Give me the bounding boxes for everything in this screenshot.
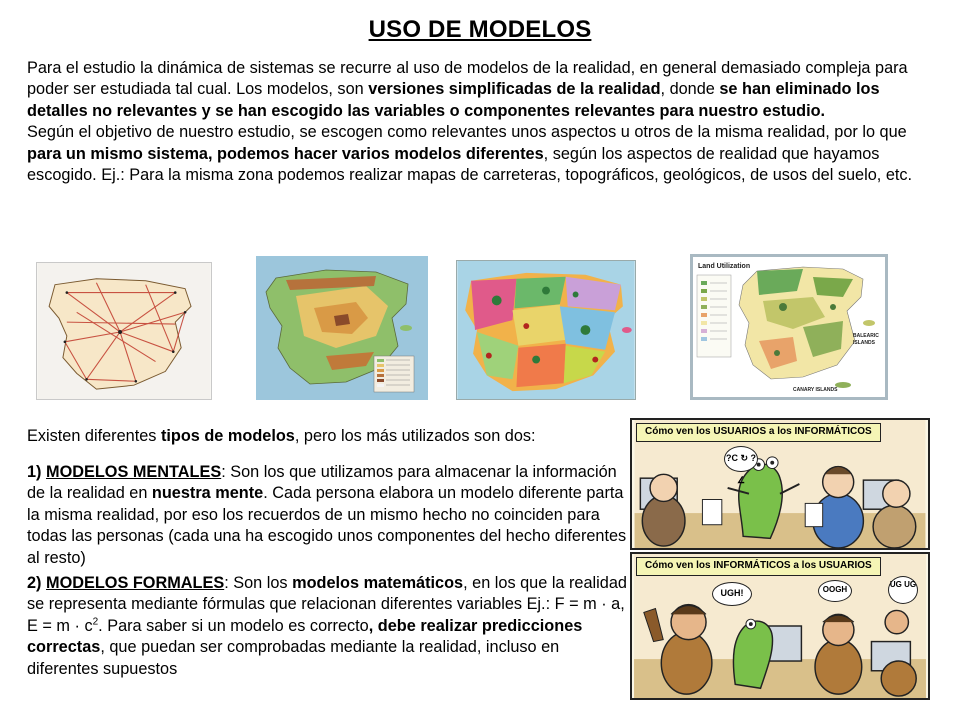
text-run: para un mismo sistema, podemos hacer varios modelos diferentes [27,144,544,163]
text-run: . Para saber si un modelo es correcto [98,616,369,635]
users-see-programmers-comic [630,418,930,550]
text-run: , que puedan ser comprobadas mediante la realidad, incluso en diferentes supuestos [27,638,560,678]
text-run: se han eliminado los detalles no relevantes y se han escogido las variables o componentes relevantes para nuestro estudio. [27,80,880,120]
text-run: 2 [92,616,99,628]
road-map-image [36,262,212,400]
text-run: . Cada persona elabora un modelo diferente parta la misma realidad, por eso los recuerdos de un mismo hecho no coinciden para todas las personas (cada una ha escogido unos componentes del hecho diferentes al resto) [27,484,627,567]
bottom-comic-caption: Cómo ven los INFORMÁTICOS a los USUARIOS [636,557,881,576]
canary-islands-label: CANARY ISLANDS [793,387,838,393]
model-types-intro [27,426,627,448]
text-run: , pero los más utilizados son dos: [294,427,536,445]
formal-models-text [27,573,627,681]
land-use-map-image [690,254,888,400]
speech-bubble-ug: UG UG [888,576,918,604]
text-run: Según el objetivo de nuestro estudio, se escogen como relevantes unos aspectos u otros de la misma realidad, por lo que [27,123,907,142]
land-use-map-title: Land Utilization [698,263,751,270]
text-run: tipos de modelos [160,427,295,445]
intro-text [27,58,937,186]
text-run: modelos matemáticos [292,573,464,592]
page-title: USO DE MODELOS [368,16,592,43]
text-run: 1) [27,462,47,481]
text-run: MODELOS MENTALES [46,462,222,481]
speech-bubble-top: ?C ↻ ?∠ [724,446,758,472]
text-run: , en los que la realidad se representa mediante fórmulas que relacionan diferentes variables Ej.: F = m · a, E = m · c [27,573,627,635]
model-types-section [27,426,627,684]
text-run: Existen diferentes [27,427,161,445]
text-run: , debe realizar predicciones correctas [27,616,583,657]
text-run: nuestra mente [151,484,264,503]
programmers-see-users-comic [630,552,930,700]
text-run: , según los aspectos de realidad que hayamos escogido. Ej.: Para la misma zona podemos realizar mapas de carreteras, topográficos, geológicos, de usos del suelo, etc. [27,144,913,185]
speech-bubble-oogh: OOGH [818,580,852,602]
geological-map-image [456,260,636,400]
text-run: Para el estudio la dinámica de sistemas se recurre al uso de modelos de la realidad, en general demasiado compleja para poder ser estudiada tal cual. Los modelos, son [27,59,908,99]
balearic-islands-label: BALEARIC ISLANDS [853,333,879,346]
text-run: MODELOS FORMALES [46,573,225,592]
top-comic-caption: Cómo ven los USUARIOS a los INFORMÁTICOS [636,423,881,442]
text-run: : Son los que utilizamos para almacenar la información de la realidad en [27,462,617,503]
text-run: : Son los [224,573,293,592]
text-run: versiones simplificadas de la realidad [368,80,661,99]
topographic-map-image [256,256,428,400]
intro-paragraph-1 [27,58,937,122]
text-run: 2) [27,573,47,592]
text-run: , donde [660,80,720,99]
mental-models-text [27,462,627,570]
intro-paragraph-2 [27,122,937,186]
speech-bubble-ugh: UGH! [712,582,752,606]
